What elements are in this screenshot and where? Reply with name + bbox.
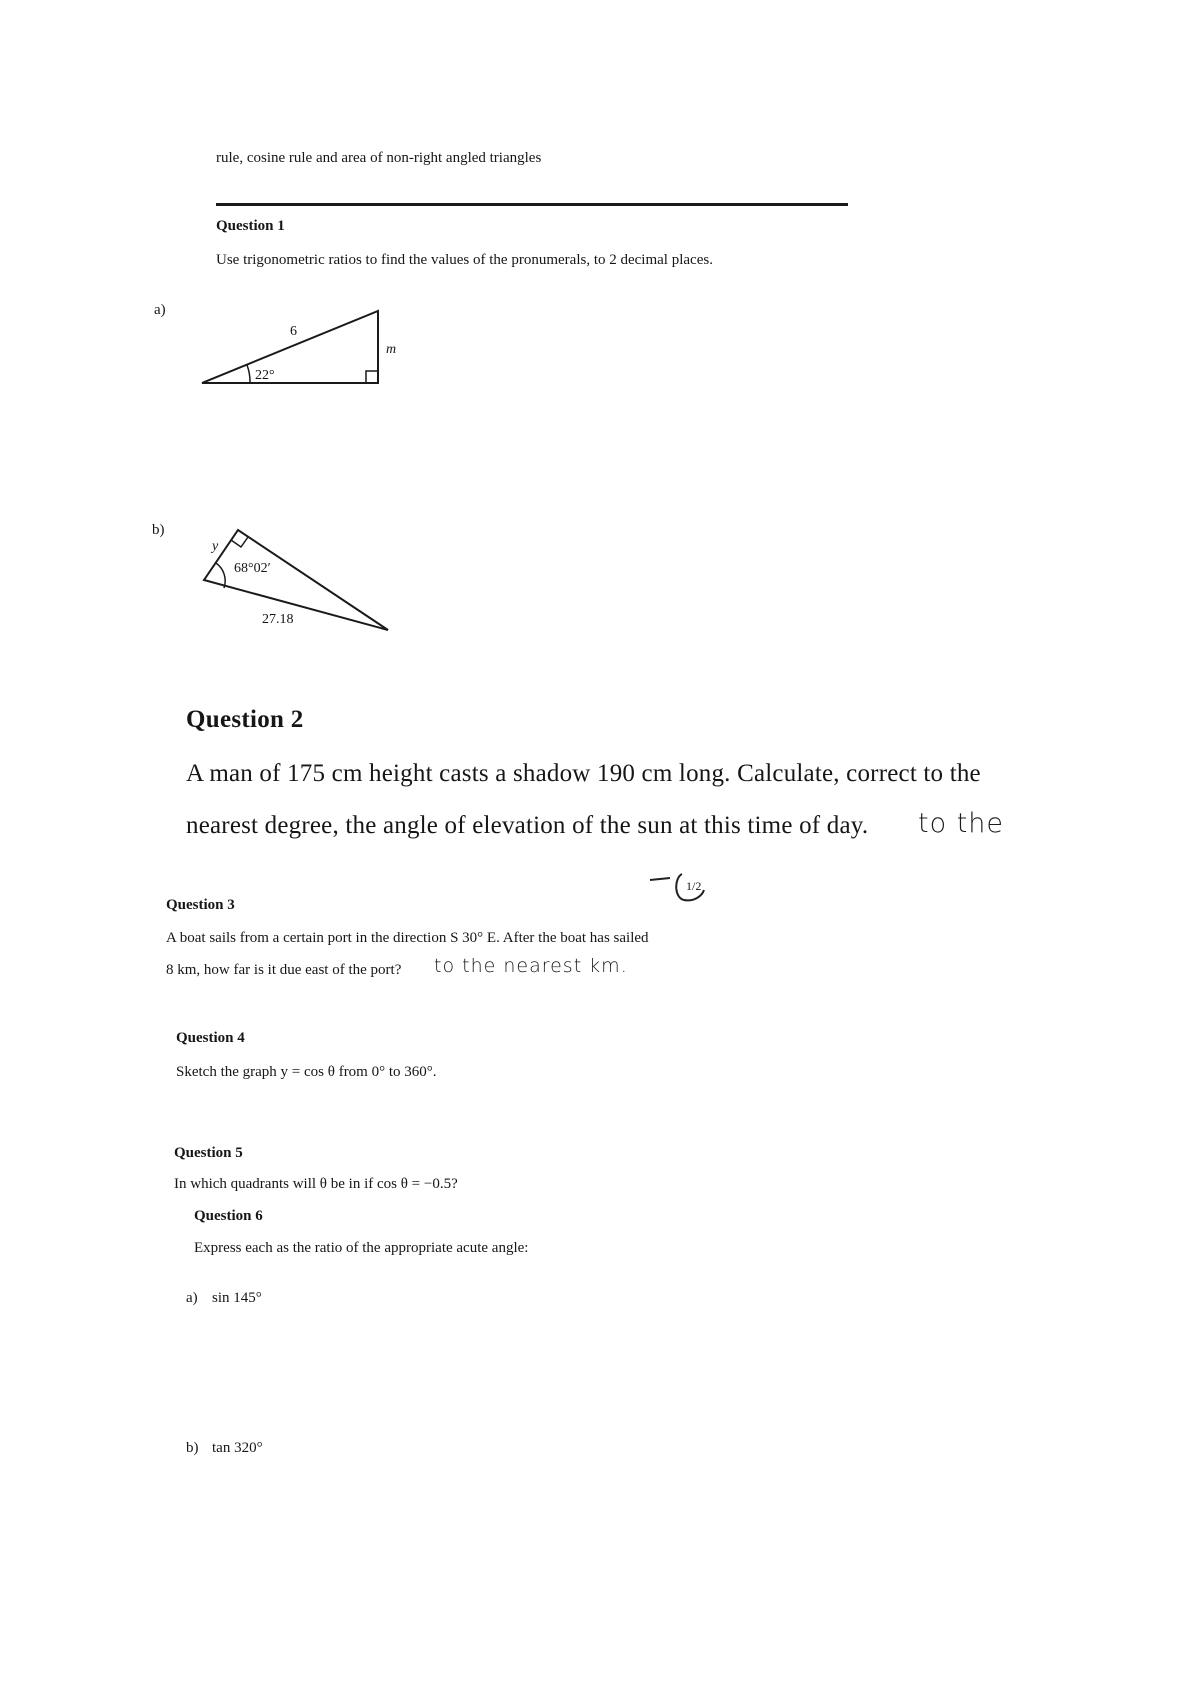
question-2-line-1: A man of 175 cm height casts a shadow 190 cm long. Calculate, correct to the <box>186 760 981 787</box>
q2-handwritten-note: to the <box>918 808 1004 839</box>
question-5-heading: Question 5 <box>174 1145 243 1161</box>
question-3-line-2: 8 km, how far is it due east of the port? <box>166 962 402 978</box>
divider-rule <box>216 203 848 206</box>
q1a-unknown-label: m <box>386 342 397 357</box>
q1a-angle-arc <box>247 365 250 383</box>
question-4-text: Sketch the graph y = cos θ from 0° to 360°. <box>176 1064 437 1080</box>
q1b-angle-label: 68°02′ <box>234 561 271 576</box>
q1b-hypotenuse-label: 27.18 <box>262 612 294 627</box>
question-2-heading: Question 2 <box>186 706 304 733</box>
q1b-triangle <box>204 530 388 630</box>
q1a-angle-label: 22° <box>255 368 275 383</box>
q3-handwritten-note: to the nearest km. <box>434 955 628 977</box>
question-1-instruction: Use trigonometric ratios to find the values of the pronumerals, to 2 decimal places. <box>216 252 713 268</box>
q6-part-a-label: a) <box>186 1290 198 1306</box>
question-4-heading: Question 4 <box>176 1030 245 1046</box>
q1a-right-angle-mark <box>366 371 378 383</box>
q1b-unknown-label: y <box>212 539 219 554</box>
question-2-line-2: nearest degree, the angle of elevation of the sun at this time of day. <box>186 812 869 839</box>
q1b-right-angle-mark <box>231 537 248 547</box>
q1a-hypotenuse-label: 6 <box>290 324 297 339</box>
svg-text:1/2: 1/2 <box>686 879 702 893</box>
question-1-heading: Question 1 <box>216 218 285 234</box>
question-3-line-1: A boat sails from a certain port in the direction S 30° E. After the boat has sailed <box>166 930 649 946</box>
topic-line: rule, cosine rule and area of non-right angled triangles <box>216 150 542 166</box>
q1-part-a-label: a) <box>154 302 166 318</box>
q6-part-a-expression: sin 145° <box>212 1290 262 1306</box>
q1b-triangle-diagram <box>200 520 400 635</box>
q1a-triangle <box>202 311 378 383</box>
q1a-triangle-diagram <box>200 305 400 395</box>
q6-part-b-expression: tan 320° <box>212 1440 263 1456</box>
question-6-instruction: Express each as the ratio of the appropriate acute angle: <box>194 1240 529 1256</box>
q1-part-b-label: b) <box>152 522 165 538</box>
question-3-heading: Question 3 <box>166 897 235 913</box>
question-6-heading: Question 6 <box>194 1208 263 1224</box>
q6-part-b-label: b) <box>186 1440 199 1456</box>
handwritten-mark-icon <box>648 870 718 906</box>
question-5-text: In which quadrants will θ be in if cos θ = −0.5? <box>174 1176 458 1192</box>
